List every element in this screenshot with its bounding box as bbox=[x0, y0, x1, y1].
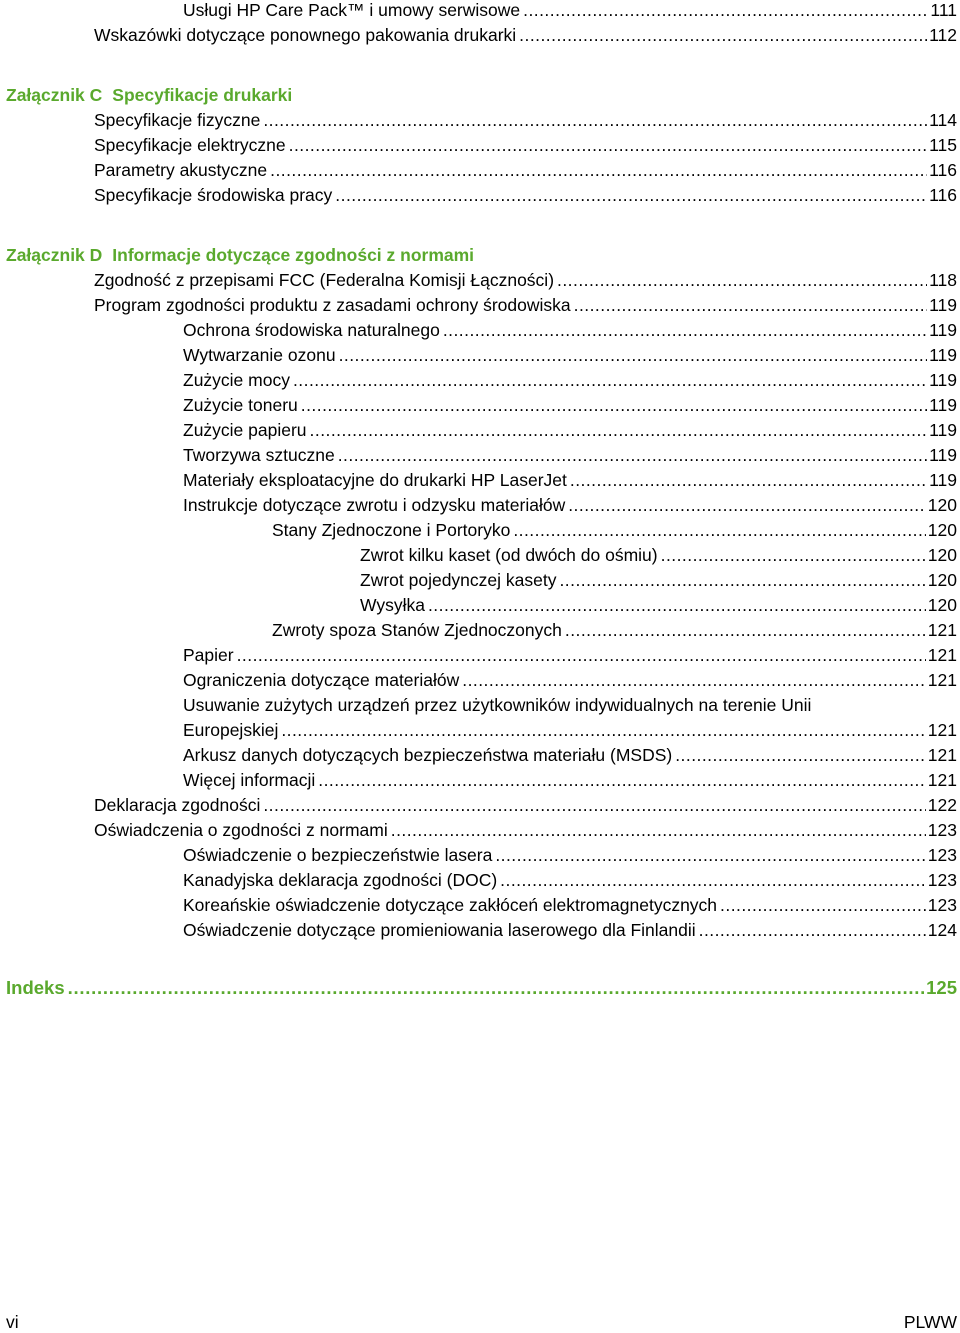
toc-entry-page: 121 bbox=[927, 770, 957, 790]
toc-entry-page: 121 bbox=[927, 620, 957, 640]
toc-entry-page: 123 bbox=[927, 820, 957, 840]
toc-entry-page: 120 bbox=[927, 545, 957, 565]
appendix-label: Załącznik D bbox=[6, 245, 103, 265]
toc-entry-page: 123 bbox=[927, 870, 957, 890]
toc-entry-page: 122 bbox=[927, 795, 957, 815]
toc-entry[interactable] bbox=[183, 744, 957, 769]
toc-entry-title: Tworzywa sztuczne bbox=[183, 445, 335, 465]
toc-entry[interactable] bbox=[183, 769, 957, 794]
toc-entry-title: Papier bbox=[183, 645, 234, 665]
toc-entry[interactable] bbox=[183, 0, 957, 24]
toc-entry[interactable] bbox=[183, 844, 957, 869]
toc-entry[interactable] bbox=[183, 394, 957, 419]
toc-entry-title: Ograniczenia dotyczące materiałów bbox=[183, 670, 460, 690]
toc-entry-page: 119 bbox=[929, 320, 957, 340]
toc-entry[interactable] bbox=[183, 369, 957, 394]
toc-entry[interactable] bbox=[183, 444, 957, 469]
toc-entry-title: Arkusz danych dotyczących bezpieczeństwa materiału (MSDS) bbox=[183, 745, 673, 765]
toc-entry-page: 120 bbox=[927, 595, 957, 615]
toc-entry-page: 119 bbox=[929, 445, 957, 465]
toc-entry-title-line1[interactable]: Usuwanie zużytych urządzeń przez użytkowników indywidualnych na terenie Unii bbox=[183, 695, 812, 715]
toc-entry[interactable] bbox=[94, 159, 957, 184]
toc-entry-page: 116 bbox=[929, 160, 957, 180]
toc-entry-page: 119 bbox=[929, 295, 957, 315]
toc-entry-title: Wytwarzanie ozonu bbox=[183, 345, 336, 365]
doc-code: PLWW bbox=[903, 1312, 957, 1332]
toc-entry[interactable] bbox=[183, 469, 957, 494]
toc-entry-page: 120 bbox=[927, 495, 957, 515]
toc-entry[interactable] bbox=[94, 134, 957, 159]
toc-entry-title: Zwrot kilku kaset (od dwóch do ośmiu) bbox=[360, 545, 658, 565]
toc-entry-title: Kanadyjska deklaracja zgodności (DOC) bbox=[183, 870, 498, 890]
toc-entry-title: Instrukcje dotyczące zwrotu i odzysku materiałów bbox=[183, 495, 566, 515]
toc-entry[interactable] bbox=[360, 544, 957, 569]
toc-entry-title: Koreańskie oświadczenie dotyczące zakłóceń elektromagnetycznych bbox=[183, 895, 718, 915]
toc-entry-title: Oświadczenie dotyczące promieniowania laserowego dla Finlandii bbox=[183, 920, 696, 940]
toc-entry-title: Ochrona środowiska naturalnego bbox=[183, 320, 440, 340]
toc-entry[interactable] bbox=[183, 669, 957, 694]
toc-entry[interactable] bbox=[94, 24, 957, 49]
toc-entry-title: Specyfikacje środowiska pracy bbox=[94, 185, 333, 205]
appendix-d-heading[interactable] bbox=[6, 244, 474, 266]
toc-entry-page: 124 bbox=[927, 920, 957, 940]
toc-entry-page: 123 bbox=[927, 895, 957, 915]
toc-entry-title: Zwroty spoza Stanów Zjednoczonych bbox=[272, 620, 562, 640]
toc-entry-title: Zgodność z przepisami FCC (Federalna Komisji Łączności) bbox=[94, 270, 555, 290]
toc-entry[interactable] bbox=[183, 919, 957, 944]
toc-entry-page: 121 bbox=[927, 645, 957, 665]
toc-entry[interactable] bbox=[183, 644, 957, 669]
toc-entry-title: Oświadczenie o bezpieczeństwie lasera bbox=[183, 845, 493, 865]
toc-entry-page: 123 bbox=[927, 845, 957, 865]
toc-entry[interactable] bbox=[94, 794, 957, 819]
toc-entry[interactable] bbox=[94, 294, 957, 319]
toc-entry[interactable] bbox=[183, 869, 957, 894]
toc-entry-title: Deklaracja zgodności bbox=[94, 795, 261, 815]
toc-entry-title: Usługi HP Care Pack™ i umowy serwisowe bbox=[183, 0, 521, 20]
toc-entry-title: Stany Zjednoczone i Portoryko bbox=[272, 520, 511, 540]
toc-entry-title: Program zgodności produktu z zasadami ochrony środowiska bbox=[94, 295, 571, 315]
toc-entry-page: 121 bbox=[927, 720, 957, 740]
toc-entry-title: Zużycie mocy bbox=[183, 370, 290, 390]
toc-entry[interactable] bbox=[183, 319, 957, 344]
toc-entry-title: Zużycie papieru bbox=[183, 420, 307, 440]
toc-entry[interactable] bbox=[183, 894, 957, 919]
index-title: Indeks bbox=[6, 977, 65, 998]
toc-entry-title: Europejskiej bbox=[183, 720, 279, 740]
toc-entry-page: 119 bbox=[929, 470, 957, 490]
toc-entry[interactable] bbox=[272, 519, 957, 544]
toc-entry[interactable] bbox=[94, 184, 957, 209]
toc-entry-title: Materiały eksploatacyjne do drukarki HP LaserJet bbox=[183, 470, 567, 490]
toc-entry-page: 119 bbox=[929, 420, 957, 440]
toc-entry[interactable] bbox=[183, 344, 957, 369]
index-page: 125 bbox=[926, 977, 957, 998]
toc-entry-title: Wskazówki dotyczące ponownego pakowania drukarki bbox=[94, 25, 517, 45]
toc-entry-page: 112 bbox=[929, 25, 957, 45]
toc-entry-page: 115 bbox=[929, 135, 957, 155]
toc-entry[interactable] bbox=[360, 594, 957, 619]
toc-entry-page: 120 bbox=[927, 520, 957, 540]
toc-entry[interactable] bbox=[94, 109, 957, 134]
toc-entry-page: 114 bbox=[929, 110, 957, 130]
appendix-label: Załącznik C bbox=[6, 85, 103, 105]
toc-index-entry[interactable] bbox=[6, 977, 957, 1002]
toc-entry[interactable] bbox=[94, 269, 957, 294]
toc-entry[interactable] bbox=[94, 819, 957, 844]
toc-entry-title: Więcej informacji bbox=[183, 770, 316, 790]
toc-entry-page: 119 bbox=[929, 370, 957, 390]
toc-entry-page: 121 bbox=[927, 670, 957, 690]
toc-entry-page: 119 bbox=[929, 345, 957, 365]
toc-entry-title: Wysyłka bbox=[360, 595, 425, 615]
toc-entry-page: 119 bbox=[929, 395, 957, 415]
toc-entry-page: 116 bbox=[929, 185, 957, 205]
toc-entry[interactable] bbox=[183, 494, 957, 519]
toc-entry-title: Zużycie toneru bbox=[183, 395, 298, 415]
toc-entry-title: Parametry akustyczne bbox=[94, 160, 268, 180]
toc-entry-title: Specyfikacje elektryczne bbox=[94, 135, 286, 155]
toc-entry-page: 121 bbox=[927, 745, 957, 765]
toc-entry[interactable] bbox=[183, 419, 957, 444]
toc-entry[interactable] bbox=[360, 569, 957, 594]
toc-entry-page: 111 bbox=[930, 0, 957, 20]
toc-entry-title: Specyfikacje fizyczne bbox=[94, 110, 261, 130]
toc-entry[interactable] bbox=[183, 719, 957, 744]
page-number: vi bbox=[6, 1312, 19, 1332]
appendix-title: Informacje dotyczące zgodności z normami bbox=[112, 245, 475, 265]
toc-entry-title: Zwrot pojedynczej kasety bbox=[360, 570, 557, 590]
toc-entry-page: 120 bbox=[927, 570, 957, 590]
appendix-c-heading[interactable] bbox=[6, 84, 292, 106]
toc-entry[interactable] bbox=[272, 619, 957, 644]
appendix-title: Specyfikacje drukarki bbox=[112, 85, 293, 105]
toc-entry-title: Oświadczenia o zgodności z normami bbox=[94, 820, 388, 840]
toc-entry-page: 118 bbox=[929, 270, 957, 290]
